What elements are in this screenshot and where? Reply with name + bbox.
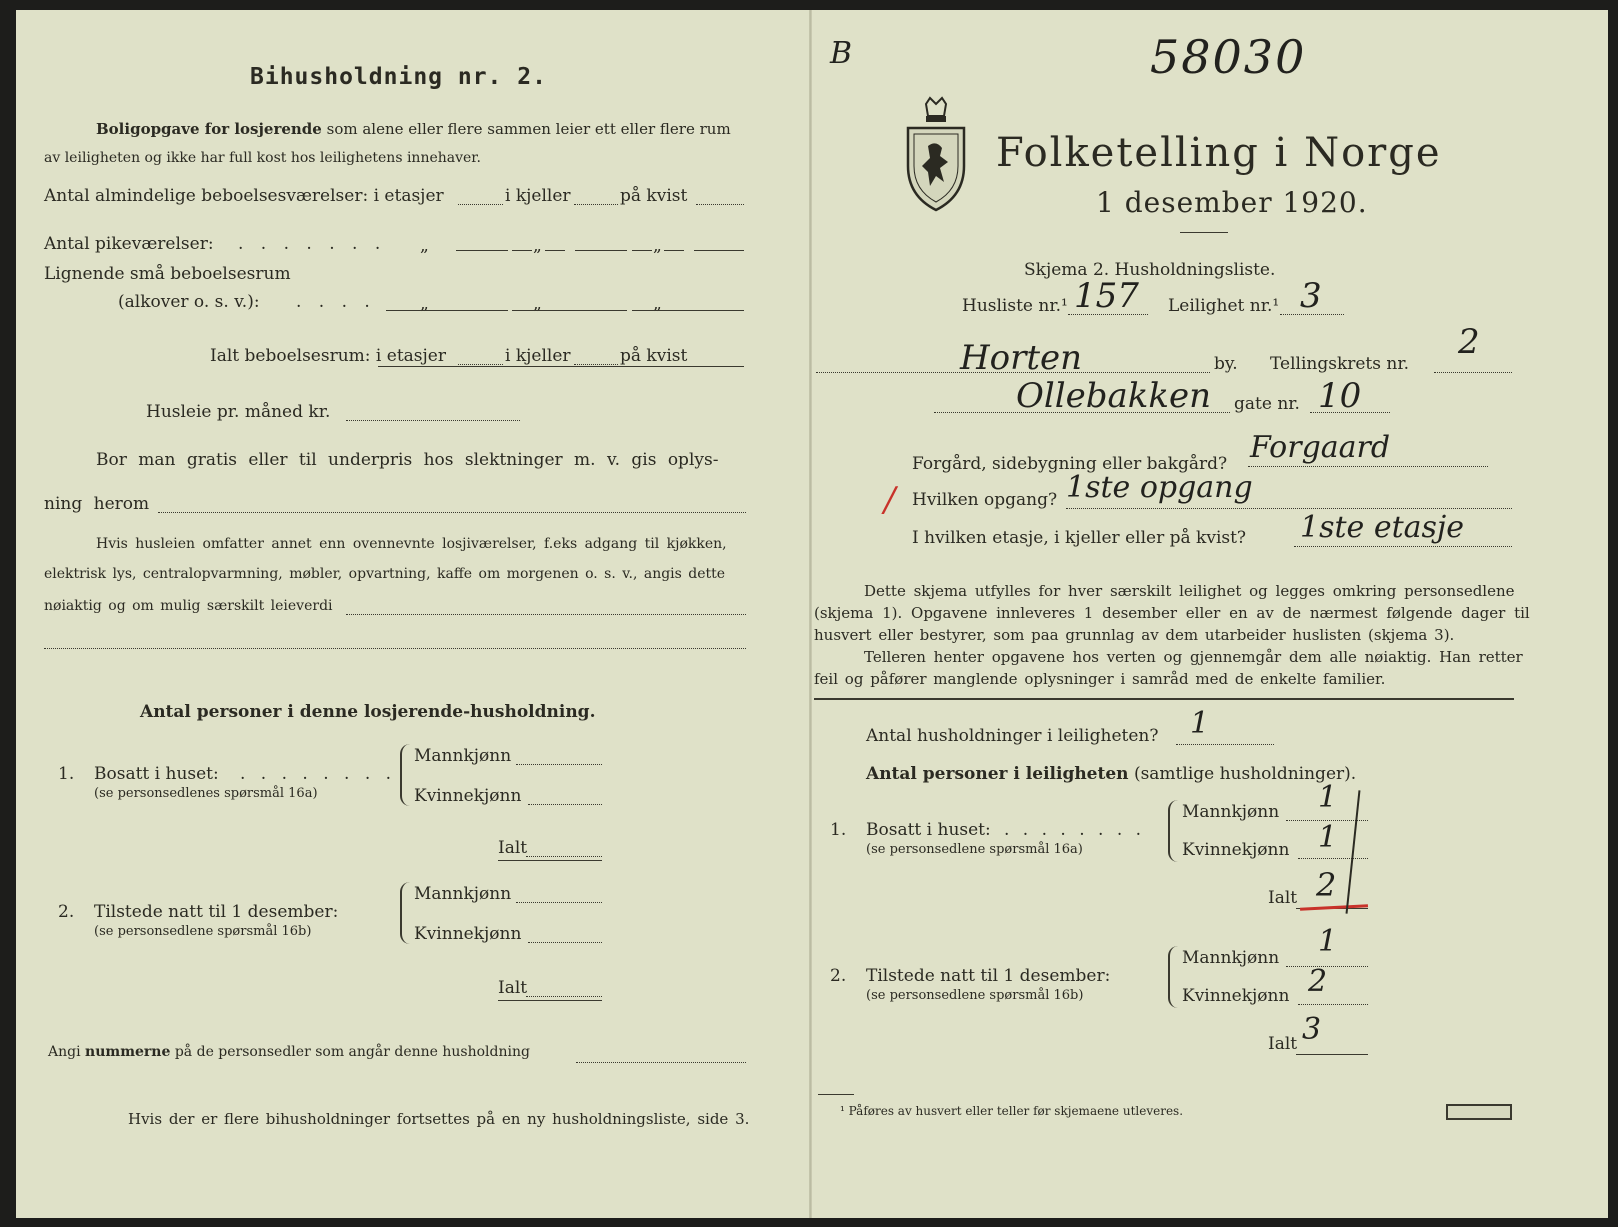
husleie-label: Husleie pr. måned kr. [146,402,331,422]
right-q1-mann-label: Mannkjønn [1182,802,1280,822]
left-q1-num: 1. [58,764,75,784]
etasje-line[interactable] [1294,546,1512,547]
gate-value: 10 [1318,376,1362,416]
alkover-etasjer-line[interactable] [386,310,508,311]
etasje-value: 1ste etasje [1300,510,1464,545]
husliste-label: Husliste nr.¹ [962,296,1068,316]
left-q2-ialt-underline [498,1000,602,1001]
right-q1-brace [1168,800,1178,862]
forgaard-value: Forgaard [1250,430,1391,465]
right-q2-mann-label: Mannkjønn [1182,948,1280,968]
red-pencil-mark: / [884,480,896,520]
pike-ditto-2: „ [533,236,542,256]
left-q2-num: 2. [58,902,75,922]
left-q1-kvinne-line[interactable] [528,804,602,805]
footnote-rule [818,1094,854,1095]
leilighet-label: Leilighet nr.¹ [1168,296,1280,316]
right-title: Folketelling i Norge [996,130,1442,176]
ialt-rooms-underline [378,366,744,367]
left-q2-mann-line[interactable] [516,902,602,903]
alkover-dots: . . . . [296,292,376,312]
right-q2-label: Tilstede natt til 1 desember: [866,966,1111,986]
left-q2-kvinne-line[interactable] [528,942,602,943]
instr1-line3: husvert eller bestyrer, som paa grunnlag av dem utarbeider huslisten (skjema 3). [814,626,1455,644]
norway-coat-of-arms-icon [900,96,972,214]
ialt-kvist-label: på kvist [620,346,688,366]
pike-dots: . . . . . . . [238,234,387,254]
alkover-ditto: „ [420,294,429,314]
footnote: ¹ Påføres av husvert eller teller før skjemaene utleveres. [840,1104,1184,1118]
right-q2-kvinne-value: 2 [1308,964,1328,999]
pike-label: Antal pikeværelser: [44,234,214,254]
city-line[interactable] [816,372,1210,373]
left-q2-ialt-label: Ialt [498,978,528,998]
ialt-rooms-label: Ialt beboelsesrum: i etasjer [210,346,446,366]
gate-line[interactable] [1310,412,1390,413]
right-q1-kvinne-label: Kvinnekjønn [1182,840,1290,860]
pike-dash-2 [545,250,565,251]
instr2-line2: feil og påfører manglende oplysninger i samråd med de enkelte familier. [814,670,1386,688]
angi-line-field[interactable] [576,1062,746,1063]
instr1-line2: (skjema 1). Opgavene innleveres 1 desember eller en av de nærmest følgende dager til [814,604,1530,622]
left-q1-mann-label: Mannkjønn [414,746,512,766]
corner-mark: B [830,36,853,71]
husleie-note-line3: nøiaktig og om mulig særskilt leieverdi [44,598,333,614]
households-label: Antal husholdninger i leiligheten? [866,726,1159,746]
right-q1-label: Bosatt i huset: [866,820,991,840]
etasje-label: I hvilken etasje, i kjeller eller på kvist? [912,528,1247,548]
left-q1-ialt-line[interactable] [526,856,602,857]
husleie-note-line2: elektrisk lys, centralopvarmning, møbler, opvartning, kaffe om morgenen o. s. v., angis dette [44,566,726,582]
left-title: Bihusholdning nr. 2. [250,64,547,90]
intro-rest: som alene eller flere sammen leier ett eller flere rum [326,120,731,138]
forgaard-label: Forgård, sidebygning eller bakgård? [912,454,1228,474]
leieverdi-line[interactable] [346,614,746,615]
alkover-ditto-2: „ [533,294,542,314]
right-q2-brace [1168,946,1178,1008]
right-q1-mann-value: 1 [1318,780,1338,815]
by-label: by. [1214,354,1238,374]
krets-label: Tellingskrets nr. [1270,354,1410,374]
gate-label: gate nr. [1234,394,1300,414]
leilighet-line[interactable] [1280,314,1344,315]
instr1-line1: Dette skjema utfylles for hver særskilt leilighet og legges omkring personsedlene [864,582,1515,600]
left-persons-heading: Antal personer i denne losjerende-husholdning. [140,702,596,722]
alkover-ditto-3: „ [653,294,662,314]
right-q1-ialt-label: Ialt [1268,888,1298,908]
angi-b: nummerne [85,1044,171,1060]
households-value: 1 [1190,706,1210,741]
left-intro-line1 [96,120,731,138]
rooms-kvist-line[interactable] [696,204,744,205]
husleie-line[interactable] [346,420,520,421]
pike-etasjer-line[interactable] [456,250,508,251]
left-q1-label: Bosatt i huset: [94,764,219,784]
right-q1-kvinne-line[interactable] [1298,858,1368,859]
instr2-line1: Telleren henter opgavene hos verten og gjennemgår dem alle nøiaktig. Han retter [864,648,1523,666]
pike-dash-1 [512,250,532,251]
left-q2-kvinne-label: Kvinnekjønn [414,924,522,944]
rooms-etasjer-line[interactable] [458,204,503,205]
rooms-kjeller-line[interactable] [574,204,618,205]
left-separator [44,648,746,649]
page-fold [809,10,812,1218]
angi-line [48,1044,530,1060]
title-rule [1180,232,1228,233]
alkover-label: (alkover o. s. v.): [118,292,260,312]
left-q1-ialt-label: Ialt [498,838,528,858]
street-line[interactable] [934,412,1230,413]
right-separator [814,698,1514,700]
left-footer: Hvis der er flere bihusholdninger fortsettes på en ny husholdningsliste, side 3. [128,1110,750,1128]
right-q2-mann-value: 1 [1318,924,1338,959]
rooms-kjeller-label: i kjeller [505,186,571,206]
gratis-line[interactable] [158,512,746,513]
rooms-kvist-label: på kvist [620,186,688,206]
right-q2-ialt-label: Ialt [1268,1034,1298,1054]
left-q1-ialt-underline [498,860,602,861]
left-q2-ialt-line[interactable] [526,996,602,997]
alkover-kvist-line[interactable] [632,310,744,311]
krets-line[interactable] [1434,372,1512,373]
persons-heading-rest: (samtlige husholdninger). [1133,764,1357,784]
right-q2-ialt-value: 3 [1302,1012,1322,1047]
right-q1-kvinne-value: 1 [1318,820,1338,855]
archive-stamp-number: 58030 [1150,30,1307,84]
left-q1-sub: (se personsedlenes spørsmål 16a) [94,786,318,801]
right-q1-dots: . . . . . . . . [1004,820,1146,840]
left-q2-sub: (se personsedlene spørsmål 16b) [94,924,312,939]
left-q1-brace [400,744,410,806]
ialt-etasjer-line[interactable] [458,364,503,365]
left-q1-mann-line[interactable] [516,764,602,765]
opgang-label: Hvilken opgang? [912,490,1058,510]
ialt-kjeller-label: i kjeller [505,346,571,366]
right-q1-num: 1. [830,820,847,840]
husliste-line[interactable] [1068,314,1148,315]
gratis-line2: ning herom [44,494,150,514]
households-line[interactable] [1176,744,1274,745]
krets-value: 2 [1458,322,1480,362]
right-q1-ialt-value: 2 [1316,866,1337,904]
right-date: 1 desember 1920. [1096,186,1368,219]
gratis-line1: Bor man gratis eller til underpris hos slektninger m. v. gis oplys- [96,450,719,470]
rooms-label: Antal almindelige beboelsesværelser: i etasjer [44,186,444,206]
persons-heading-bold: Antal personer i leiligheten [866,764,1129,784]
pike-ditto: „ [420,236,429,256]
left-q2-brace [400,882,410,944]
husliste-value: 157 [1074,276,1139,316]
alkover-kjeller-line[interactable] [512,310,627,311]
pike-dash-4 [664,250,684,251]
city-value: Horten [960,338,1083,378]
lignende-label: Lignende små beboelsesrum [44,264,291,284]
intro-bold: Boligopgave for losjerende [96,120,322,138]
right-q2-num: 2. [830,966,847,986]
angi-a: Angi [48,1044,81,1060]
right-q2-kvinne-label: Kvinnekjønn [1182,986,1290,1006]
forgaard-line[interactable] [1248,466,1488,467]
angi-c: på de personsedler som angår denne husholdning [174,1044,530,1060]
opgang-line[interactable] [1066,508,1512,509]
right-q2-sub: (se personsedlene spørsmål 16b) [866,988,1084,1003]
right-persons-heading [866,764,1356,784]
leilighet-value: 3 [1300,276,1322,316]
husleie-note-line1: Hvis husleien omfatter annet enn ovennevnte losjiværelser, f.eks adgang til kjøkken, [96,536,727,552]
left-q1-kvinne-label: Kvinnekjønn [414,786,522,806]
right-q2-ialt-underline [1296,1054,1368,1055]
left-q1-dots: . . . . . . . . [240,764,397,784]
pike-ditto-3: „ [653,236,662,256]
printer-stamp [1446,1104,1512,1120]
ialt-kjeller-line[interactable] [574,364,618,365]
pike-kvist-line[interactable] [694,250,744,251]
left-q2-mann-label: Mannkjønn [414,884,512,904]
opgang-value: 1ste opgang [1066,470,1253,505]
right-q1-sub: (se personsedlene spørsmål 16a) [866,842,1083,857]
right-q2-kvinne-line[interactable] [1298,1004,1368,1005]
left-q2-label: Tilstede natt til 1 desember: [94,902,339,922]
left-intro-line2: av leiligheten og ikke har full kost hos leilighetens innehaver. [44,150,481,166]
pike-dash-3 [632,250,652,251]
pike-kjeller-line[interactable] [575,250,627,251]
street-value: Ollebakken [1016,376,1212,416]
schema-label: Skjema 2. Husholdningsliste. [1024,260,1276,280]
